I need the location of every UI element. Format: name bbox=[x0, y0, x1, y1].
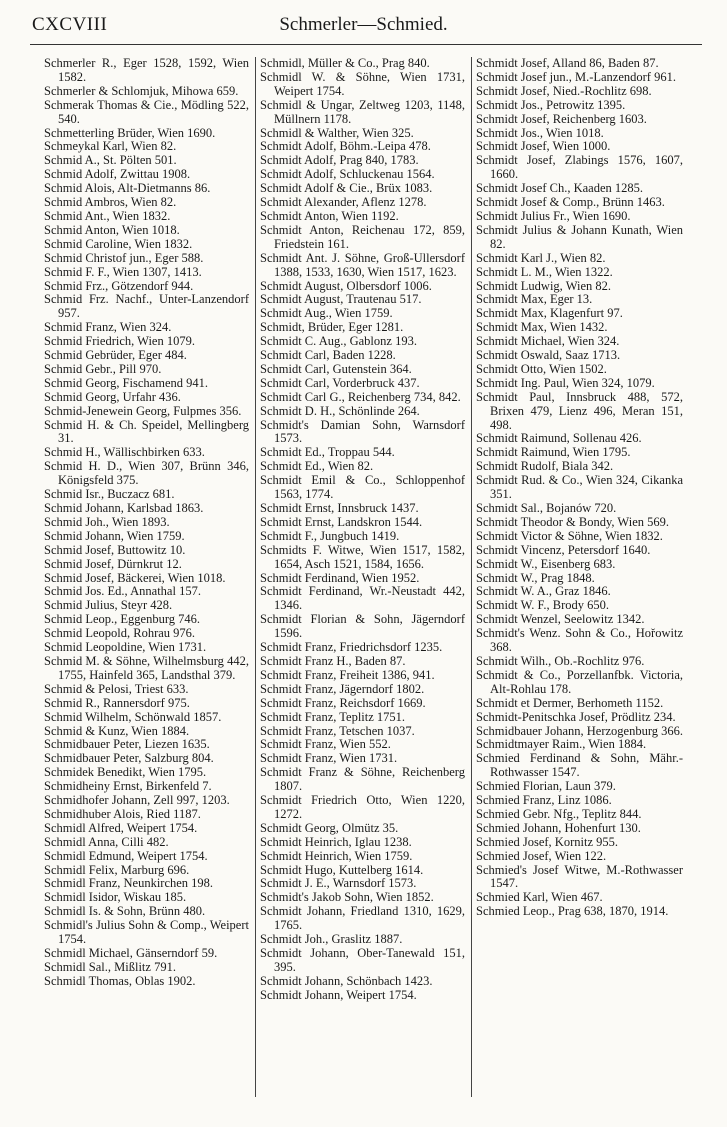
directory-entry: Schmidt Ed., Wien 82. bbox=[260, 459, 374, 474]
directory-entry: Schmerak Thomas & Cie., Mödling 522, 540. bbox=[44, 97, 249, 126]
directory-entry: Schmid Joh., Wien 1893. bbox=[44, 514, 170, 529]
directory-entry: Schmidt Emil & Co., Schloppenhof 1563, 1774. bbox=[260, 473, 465, 502]
directory-entry: Schmid Isr., Buczacz 681. bbox=[44, 487, 175, 502]
directory-entry: Schmidt Ernst, Innsbruck 1437. bbox=[260, 501, 419, 515]
directory-entry: Schmidt & Co., Porzellanfbk. Victoria, Alt-Rohlau 178. bbox=[476, 667, 683, 696]
directory-entry: Schmidt Franz, Tetschen 1037. bbox=[260, 723, 415, 738]
directory-entry: Schmied's Josef Witwe, M.-Rothwasser 1547. bbox=[476, 862, 683, 891]
directory-entry: Schmidt Heinrich, Iglau 1238. bbox=[260, 834, 412, 849]
directory-entry: Schmid-Jenewein Georg, Fulpmes 356. bbox=[44, 403, 242, 418]
directory-entry: Schmeykal Karl, Wien 82. bbox=[44, 139, 177, 154]
directory-entry: Schmid Georg, Urfahr 436. bbox=[44, 389, 181, 404]
directory-entry: Schmidt Franz H., Baden 87. bbox=[260, 653, 406, 668]
directory-entry: Schmidl Thomas, Oblas 1902. bbox=[44, 973, 196, 988]
directory-entry: Schmid Friedrich, Wien 1079. bbox=[44, 334, 195, 349]
directory-entry: Schmidhofer Johann, Zell 997, 1203. bbox=[44, 793, 230, 808]
directory-entry: Schmidt Franz & Söhne, Reichenberg 1807. bbox=[260, 765, 465, 794]
directory-entry: Schmidt Ernst, Landskron 1544. bbox=[260, 514, 423, 529]
directory-entry: Schmid Franz, Wien 324. bbox=[44, 320, 172, 335]
directory-entry: Schmidbauer Johann, Herzogenburg 366. bbox=[476, 723, 683, 738]
directory-entry: Schmied Florian, Laun 379. bbox=[476, 779, 616, 794]
directory-entry: Schmidt Johann, Ober-Tanewald 151, 395. bbox=[260, 946, 465, 974]
directory-entry: Schmidt W., Eisenberg 683. bbox=[476, 556, 616, 571]
page-number: CXCVIII bbox=[32, 14, 108, 35]
directory-entry: Schmid Anton, Wien 1018. bbox=[44, 222, 180, 237]
directory-entry: Schmid Josef, Bäckerei, Wien 1018. bbox=[44, 570, 226, 585]
directory-entry: Schmidl Michael, Gänserndorf 59. bbox=[44, 946, 218, 960]
directory-entry: Schmidt Franz, Freiheit 1386, 941. bbox=[260, 667, 435, 682]
directory-entry: Schmidt L. M., Wien 1322. bbox=[476, 264, 613, 279]
directory-entry: Schmid H. & Ch. Speidel, Mellingberg 31. bbox=[44, 417, 249, 446]
directory-entry: Schmidt Franz, Friedrichsdorf 1235. bbox=[260, 640, 443, 655]
directory-entry: Schmidt-Penitschka Josef, Prödlitz 234. bbox=[476, 709, 676, 724]
directory-entry: Schmied Franz, Linz 1086. bbox=[476, 793, 612, 808]
directory-entry: Schmid Johann, Wien 1759. bbox=[44, 528, 185, 543]
directory-entry: Schmidt Josef, Nied.-Rochlitz 698. bbox=[476, 83, 652, 98]
directory-entry: Schmidt Hugo, Kuttelberg 1614. bbox=[260, 862, 424, 877]
directory-entry: Schmidt W. A., Graz 1846. bbox=[476, 584, 611, 599]
directory-entry: Schmidl Sal., Mißlitz 791. bbox=[44, 959, 176, 974]
directory-entry: Schmid M. & Söhne, Wilhelmsburg 442, 1755, Hainfeld 365, Landsthal 379. bbox=[44, 653, 249, 682]
directory-entry: Schmidl Alfred, Weipert 1754. bbox=[44, 820, 198, 835]
directory-entry: Schmidl's Julius Sohn & Comp., Weipert 1754. bbox=[44, 918, 249, 947]
directory-entry: Schmid Ant., Wien 1832. bbox=[44, 208, 171, 223]
directory-entry: Schmid Johann, Karlsbad 1863. bbox=[44, 501, 204, 515]
directory-entry: Schmidl, Müller & Co., Prag 840. bbox=[260, 57, 430, 70]
directory-entry: Schmidt, Brüder, Eger 1281. bbox=[260, 320, 404, 335]
directory-entry: Schmidt Adolf, Schluckenau 1564. bbox=[260, 167, 435, 182]
directory-entry: Schmidt Victor & Söhne, Wien 1832. bbox=[476, 528, 663, 543]
directory-entry: Schmidt Sal., Bojanów 720. bbox=[476, 501, 617, 515]
directory-entry: Schmidl & Ungar, Zeltweg 1203, 1148, Müllnern 1178. bbox=[260, 97, 465, 126]
directory-entry: Schmidt Adolf, Böhm.-Leipa 478. bbox=[260, 139, 431, 154]
directory-entry: Schmid & Pelosi, Triest 633. bbox=[44, 681, 189, 696]
directory-entry: Schmidt August, Olbersdorf 1006. bbox=[260, 278, 432, 293]
directory-entry: Schmidt Josef, Wien 1000. bbox=[476, 139, 611, 154]
directory-entry: Schmied Johann, Hohenfurt 130. bbox=[476, 820, 641, 835]
directory-entry: Schmidt W., Prag 1848. bbox=[476, 570, 595, 585]
directory-entry: Schmidt Carl, Baden 1228. bbox=[260, 348, 396, 363]
directory-entry: Schmid R., Rannersdorf 975. bbox=[44, 695, 190, 710]
directory-entry: Schmetterling Brüder, Wien 1690. bbox=[44, 125, 216, 140]
page-title: Schmerler—Schmied. bbox=[279, 14, 448, 35]
directory-entry: Schmidt F., Jungbuch 1419. bbox=[260, 528, 400, 543]
directory-entry: Schmidt Franz, Jägerndorf 1802. bbox=[260, 681, 425, 696]
directory-entry: Schmidt C. Aug., Gablonz 193. bbox=[260, 334, 417, 349]
directory-entry: Schmidts F. Witwe, Wien 1517, 1582, 1654, Asch 1521, 1584, 1656. bbox=[260, 542, 465, 571]
directory-entry: Schmid Leopoldine, Wien 1731. bbox=[44, 640, 207, 655]
directory-entry: Schmidt Max, Eger 13. bbox=[476, 292, 593, 307]
directory-entry: Schmidt Carl G., Reichenberg 734, 842. bbox=[260, 389, 461, 404]
directory-entry: Schmidl Is. & Sohn, Brünn 480. bbox=[44, 904, 206, 919]
directory-entry: Schmidt Oswald, Saaz 1713. bbox=[476, 348, 621, 363]
directory-entry: Schmidt Jos., Petrowitz 1395. bbox=[476, 97, 626, 112]
column-2 bbox=[260, 57, 465, 1105]
directory-entry: Schmid Frz., Götzendorf 944. bbox=[44, 278, 194, 293]
directory-entry: Schmidt Julius & Johann Kunath, Wien 82. bbox=[476, 222, 683, 251]
directory-entry: Schmidt's Jakob Sohn, Wien 1852. bbox=[260, 890, 434, 905]
directory-entry: Schmied Josef, Wien 122. bbox=[476, 848, 607, 863]
directory-entry: Schmid Julius, Steyr 428. bbox=[44, 598, 173, 613]
directory-entry: Schmidt J. E., Warnsdorf 1573. bbox=[260, 876, 417, 891]
directory-entry: Schmidt Franz, Wien 552. bbox=[260, 737, 391, 752]
directory-entry: Schmidt Wilh., Ob.-Rochlitz 976. bbox=[476, 653, 645, 668]
directory-entry: Schmidt Josef Ch., Kaaden 1285. bbox=[476, 181, 643, 196]
directory-entry: Schmidt Ludwig, Wien 82. bbox=[476, 278, 612, 293]
directory-entry: Schmidhuber Alois, Ried 1187. bbox=[44, 806, 201, 821]
directory-entry: Schmidt D. H., Schönlinde 264. bbox=[260, 403, 420, 418]
directory-entry: Schmid Adolf, Zwittau 1908. bbox=[44, 167, 191, 182]
directory-entry: Schmidt et Dermer, Berhometh 1152. bbox=[476, 695, 664, 710]
directory-entry: Schmidt Karl J., Wien 82. bbox=[476, 250, 606, 265]
directory-entry: Schmid Christof jun., Eger 588. bbox=[44, 250, 204, 265]
column-divider-1 bbox=[255, 57, 256, 1097]
column-divider-2 bbox=[471, 57, 472, 1097]
directory-entry: Schmid Frz. Nachf., Unter-Lanzendorf 957. bbox=[44, 292, 249, 321]
directory-entry: Schmidt Wenzel, Seelowitz 1342. bbox=[476, 612, 645, 627]
directory-entry: Schmidl Edmund, Weipert 1754. bbox=[44, 848, 208, 863]
directory-entry: Schmidt Vincenz, Petersdorf 1640. bbox=[476, 542, 651, 557]
directory-entry: Schmid & Kunz, Wien 1884. bbox=[44, 723, 190, 738]
directory-entry: Schmidt Adolf, Prag 840, 1783. bbox=[260, 153, 419, 168]
directory-entry: Schmidt's Wenz. Sohn & Co., Hořowitz 368. bbox=[476, 626, 683, 655]
directory-entry: Schmidt Anton, Reichenau 172, 859, Friedstein 161. bbox=[260, 222, 465, 251]
directory-entry: Schmidt Ing. Paul, Wien 324, 1079. bbox=[476, 375, 655, 390]
directory-entry: Schmidt Theodor & Bondy, Wien 569. bbox=[476, 514, 670, 529]
directory-entry: Schmid F. F., Wien 1307, 1413. bbox=[44, 264, 202, 279]
directory-entry: Schmidt Raimund, Sollenau 426. bbox=[476, 431, 642, 446]
directory-entry: Schmid Leopold, Rohrau 976. bbox=[44, 626, 196, 641]
directory-entry: Schmidt Josef, Zlabings 1576, 1607, 1660. bbox=[476, 153, 683, 182]
directory-entry: Schmid Gebr., Pill 970. bbox=[44, 361, 162, 376]
directory-entry: Schmid Georg, Fischamend 941. bbox=[44, 375, 208, 390]
directory-entry: Schmid Wilhelm, Schönwald 1857. bbox=[44, 709, 222, 724]
directory-entry: Schmidbauer Peter, Liezen 1635. bbox=[44, 737, 210, 752]
directory-entry: Schmidt Johann, Schönbach 1423. bbox=[260, 973, 433, 988]
directory-entry: Schmidl Felix, Marburg 696. bbox=[44, 862, 190, 877]
directory-entry: Schmidt Julius Fr., Wien 1690. bbox=[476, 208, 631, 223]
directory-entry: Schmidek Benedikt, Wien 1795. bbox=[44, 765, 207, 780]
directory-entry: Schmidt Franz, Wien 1731. bbox=[260, 751, 398, 766]
directory-entry: Schmied Gebr. Nfg., Teplitz 844. bbox=[476, 806, 642, 821]
directory-entry: Schmidt Rud. & Co., Wien 324, Cikanka 351. bbox=[476, 473, 683, 502]
directory-entry: Schmid Alois, Alt-Dietmanns 86. bbox=[44, 181, 211, 196]
directory-entry: Schmidt Josef, Alland 86, Baden 87. bbox=[476, 57, 659, 70]
directory-entry: Schmidl Isidor, Wiskau 185. bbox=[44, 890, 187, 905]
directory-entry: Schmid H. D., Wien 307, Brünn 346, Königsfeld 375. bbox=[44, 459, 249, 488]
directory-entry: Schmidl & Walther, Wien 325. bbox=[260, 125, 414, 140]
directory-entry: Schmidt Ferdinand, Wien 1952. bbox=[260, 570, 420, 585]
directory-entry: Schmidt Jos., Wien 1018. bbox=[476, 125, 604, 140]
column-3 bbox=[476, 57, 683, 1105]
directory-entry: Schmidt Ant. J. Söhne, Groß-Ullersdorf 1388, 1533, 1630, Wien 1517, 1623. bbox=[260, 250, 465, 279]
directory-entry: Schmidt Josef jun., M.-Lanzendorf 961. bbox=[476, 69, 676, 84]
directory-entry: Schmidt Joh., Graslitz 1887. bbox=[260, 932, 403, 947]
directory-entry: Schmidt's Damian Sohn, Warnsdorf 1573. bbox=[260, 417, 465, 446]
column-1 bbox=[44, 57, 249, 1105]
directory-entry: Schmidt W. F., Brody 650. bbox=[476, 598, 610, 613]
directory-entry: Schmidheiny Ernst, Birkenfeld 7. bbox=[44, 779, 212, 794]
directory-entry: Schmidt Heinrich, Wien 1759. bbox=[260, 848, 413, 863]
directory-entry: Schmidt Rudolf, Biala 342. bbox=[476, 459, 614, 474]
directory-entry: Schmidt Anton, Wien 1192. bbox=[260, 208, 399, 223]
directory-entry: Schmied Ferdinand & Sohn, Mähr.-Rothwasser 1547. bbox=[476, 751, 683, 780]
directory-entry: Schmidt Josef & Comp., Brünn 1463. bbox=[476, 195, 665, 210]
directory-entry: Schmid A., St. Pölten 501. bbox=[44, 153, 177, 168]
directory-entry: Schmidt Johann, Weipert 1754. bbox=[260, 987, 417, 1002]
directory-entry: Schmidt Carl, Gutenstein 364. bbox=[260, 361, 412, 376]
directory-entry: Schmidt Ed., Troppau 544. bbox=[260, 445, 395, 460]
directory-entry: Schmidt Raimund, Wien 1795. bbox=[476, 445, 631, 460]
directory-entry: Schmidt Georg, Olmütz 35. bbox=[260, 820, 399, 835]
directory-entry: Schmidt Aug., Wien 1759. bbox=[260, 306, 393, 321]
directory-entry: Schmid H., Wällischbirken 633. bbox=[44, 445, 205, 460]
directory-entry: Schmid Gebrüder, Eger 484. bbox=[44, 348, 187, 363]
directory-entry: Schmid Josef, Dürnkrut 12. bbox=[44, 556, 182, 571]
directory-entry: Schmidt Carl, Vorderbruck 437. bbox=[260, 375, 420, 390]
directory-entry: Schmidt Max, Wien 1432. bbox=[476, 320, 608, 335]
directory-entry: Schmidt Otto, Wien 1502. bbox=[476, 361, 607, 376]
directory-entry: Schmidt Florian & Sohn, Jägerndorf 1596. bbox=[260, 612, 465, 641]
directory-entry: Schmidt Paul, Innsbruck 488, 572, Brixen 479, Lienz 496, Meran 151, 498. bbox=[476, 389, 683, 432]
directory-entry: Schmied Josef, Kornitz 955. bbox=[476, 834, 618, 849]
directory-entry: Schmidl Franz, Neunkirchen 198. bbox=[44, 876, 214, 891]
title-rule bbox=[30, 44, 702, 45]
directory-entry: Schmidbauer Peter, Salzburg 804. bbox=[44, 751, 214, 766]
directory-entry: Schmidt Adolf & Cie., Brüx 1083. bbox=[260, 181, 433, 196]
directory-entry: Schmid Ambros, Wien 82. bbox=[44, 195, 177, 210]
directory-entry: Schmidt Josef, Reichenberg 1603. bbox=[476, 111, 647, 126]
directory-entry: Schmidt Franz, Reichsdorf 1669. bbox=[260, 695, 426, 710]
directory-entry: Schmidt Friedrich Otto, Wien 1220, 1272. bbox=[260, 793, 465, 821]
directory-entry: Schmid Caroline, Wien 1832. bbox=[44, 236, 193, 251]
directory-entry: Schmerler & Schlomjuk, Mihowa 659. bbox=[44, 83, 239, 98]
directory-entry: Schmidt Ferdinand, Wr.-Neustadt 442, 1346. bbox=[260, 584, 465, 613]
directory-entry: Schmied Karl, Wien 467. bbox=[476, 890, 603, 905]
directory-entry: Schmerler R., Eger 1528, 1592, Wien 1582. bbox=[44, 57, 249, 84]
directory-entry: Schmid Jos. Ed., Annathal 157. bbox=[44, 584, 201, 599]
directory-entry: Schmidl Anna, Cilli 482. bbox=[44, 834, 169, 849]
directory-entry: Schmidt Alexander, Aflenz 1278. bbox=[260, 195, 427, 210]
directory-entry: Schmied Leop., Prag 638, 1870, 1914. bbox=[476, 904, 669, 919]
directory-entry: Schmid Leop., Eggenburg 746. bbox=[44, 612, 200, 627]
directory-entry: Schmidt Franz, Teplitz 1751. bbox=[260, 709, 406, 724]
directory-entry: Schmidl W. & Söhne, Wien 1731, Weipert 1754. bbox=[260, 69, 465, 98]
directory-entry: Schmidt August, Trautenau 517. bbox=[260, 292, 422, 307]
directory-entry: Schmidtmayer Raim., Wien 1884. bbox=[476, 737, 647, 752]
directory-entry: Schmidt Max, Klagenfurt 97. bbox=[476, 306, 623, 321]
directory-entry: Schmidt Michael, Wien 324. bbox=[476, 334, 620, 349]
directory-entry: Schmidt Johann, Friedland 1310, 1629, 1765. bbox=[260, 904, 465, 933]
directory-entry: Schmid Josef, Buttowitz 10. bbox=[44, 542, 186, 557]
